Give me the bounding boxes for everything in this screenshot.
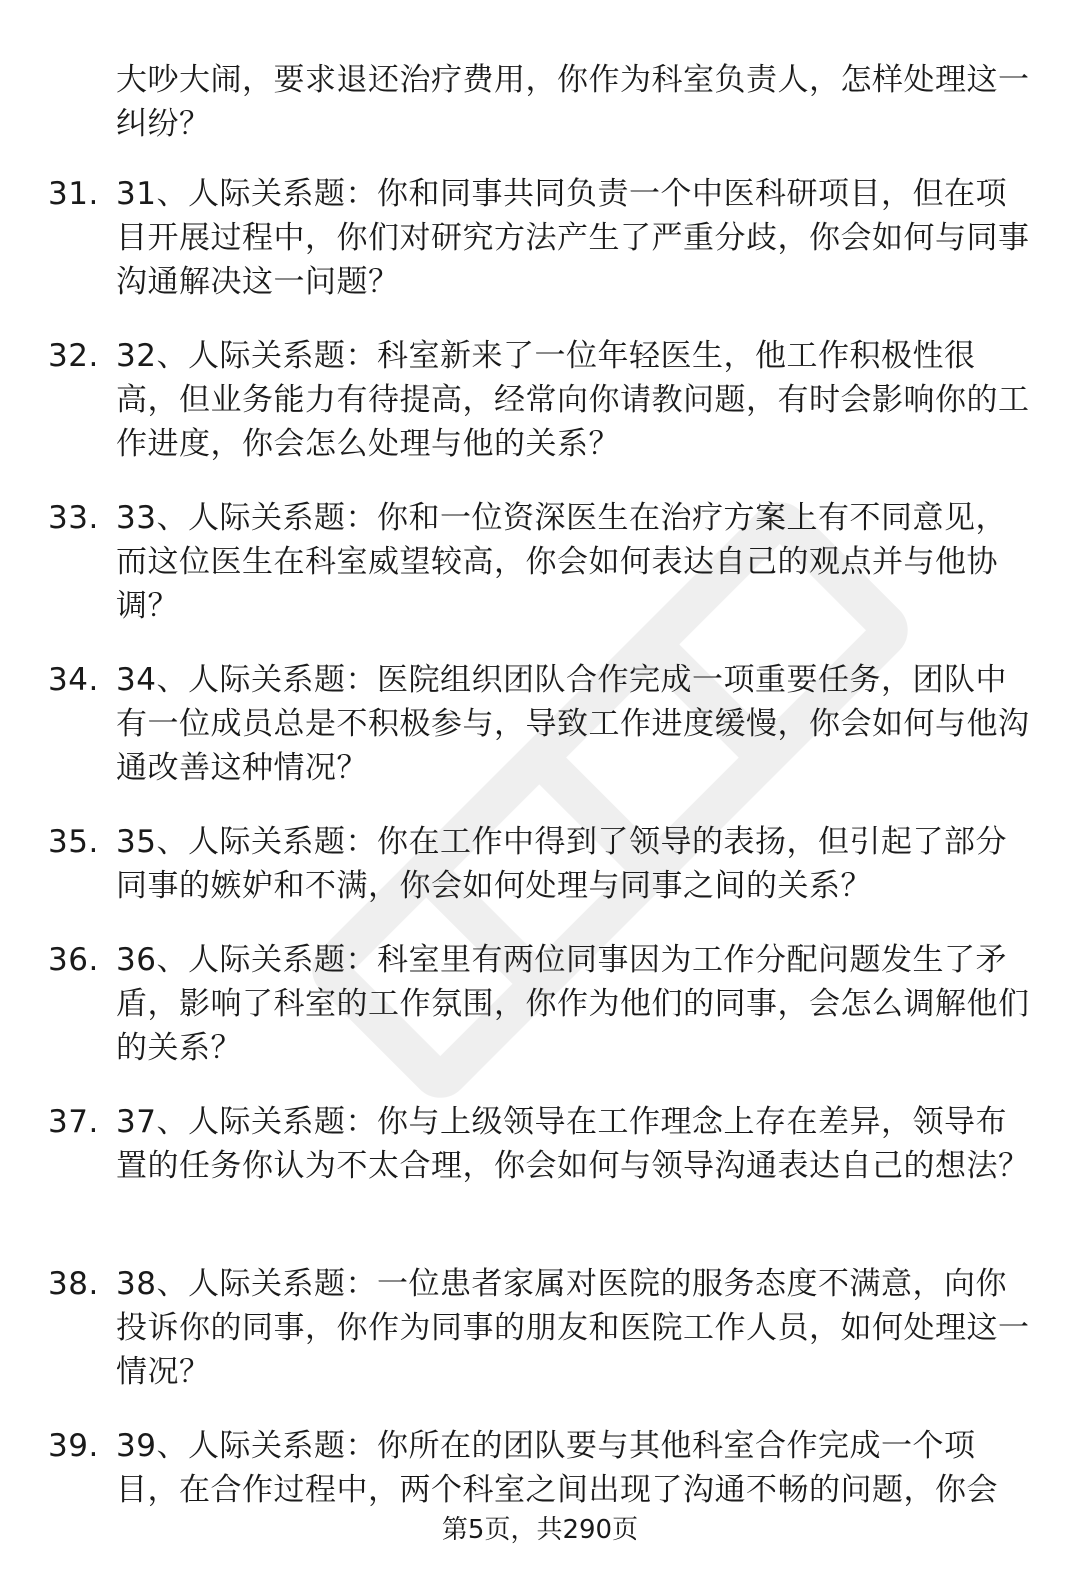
item-text: 32、人际关系题：科室新来了一位年轻医生，他工作积极性很高，但业务能力有待提高，经常向你请教问题，有时会影响你的工作进度，你会怎么处理与他的关系？ bbox=[116, 338, 1030, 462]
page-footer: 第5页，共290页 bbox=[441, 1515, 639, 1545]
continuation-text: 大吵大闹，要求退还治疗费用，你作为科室负责人，怎样处理这一纠纷？ bbox=[116, 62, 1030, 142]
item-number: 33. bbox=[48, 500, 99, 536]
question-item bbox=[0, 1424, 1080, 1512]
question-item bbox=[0, 820, 1080, 908]
item-number: 37. bbox=[48, 1104, 99, 1140]
item-number: 36. bbox=[48, 942, 99, 978]
item-number: 31. bbox=[48, 176, 99, 212]
item-text: 35、人际关系题：你在工作中得到了领导的表扬，但引起了部分同事的嫉妒和不满，你会如何处理与同事之间的关系？ bbox=[116, 824, 1007, 904]
item-text: 34、人际关系题：医院组织团队合作完成一项重要任务，团队中有一位成员总是不积极参与，导致工作进度缓慢，你会如何与他沟通改善这种情况？ bbox=[116, 662, 1030, 786]
item-number: 39. bbox=[48, 1428, 99, 1464]
item-text: 33、人际关系题：你和一位资深医生在治疗方案上有不同意见，而这位医生在科室威望较高，你会如何表达自己的观点并与他协调？ bbox=[116, 500, 1007, 624]
item-text: 36、人际关系题：科室里有两位同事因为工作分配问题发生了矛盾，影响了科室的工作氛围，你作为他们的同事，会怎么调解他们的关系？ bbox=[116, 942, 1030, 1066]
item-text: 37、人际关系题：你与上级领导在工作理念上存在差异，领导布置的任务你认为不太合理，你会如何与领导沟通表达自己的想法？ bbox=[116, 1104, 1030, 1184]
question-item bbox=[0, 658, 1080, 790]
question-item bbox=[0, 1100, 1080, 1232]
item-number: 38. bbox=[48, 1266, 99, 1302]
question-continuation bbox=[0, 58, 1080, 150]
item-number: 34. bbox=[48, 662, 99, 698]
question-item bbox=[0, 172, 1080, 304]
question-item bbox=[0, 496, 1080, 628]
item-text: 39、人际关系题：你所在的团队要与其他科室合作完成一个项目，在合作过程中，两个科室之间出现了沟通不畅的问题，你会 bbox=[116, 1428, 998, 1508]
item-number: 32. bbox=[48, 338, 99, 374]
item-text: 31、人际关系题：你和同事共同负责一个中医科研项目，但在项目开展过程中，你们对研究方法产生了严重分歧，你会如何与同事沟通解决这一问题？ bbox=[116, 176, 1030, 300]
question-item bbox=[0, 1262, 1080, 1394]
item-number: 35. bbox=[48, 824, 99, 860]
item-text: 38、人际关系题：一位患者家属对医院的服务态度不满意，向你投诉你的同事，你作为同事的朋友和医院工作人员，如何处理这一情况？ bbox=[116, 1266, 1030, 1390]
question-item bbox=[0, 334, 1080, 466]
question-item bbox=[0, 938, 1080, 1070]
